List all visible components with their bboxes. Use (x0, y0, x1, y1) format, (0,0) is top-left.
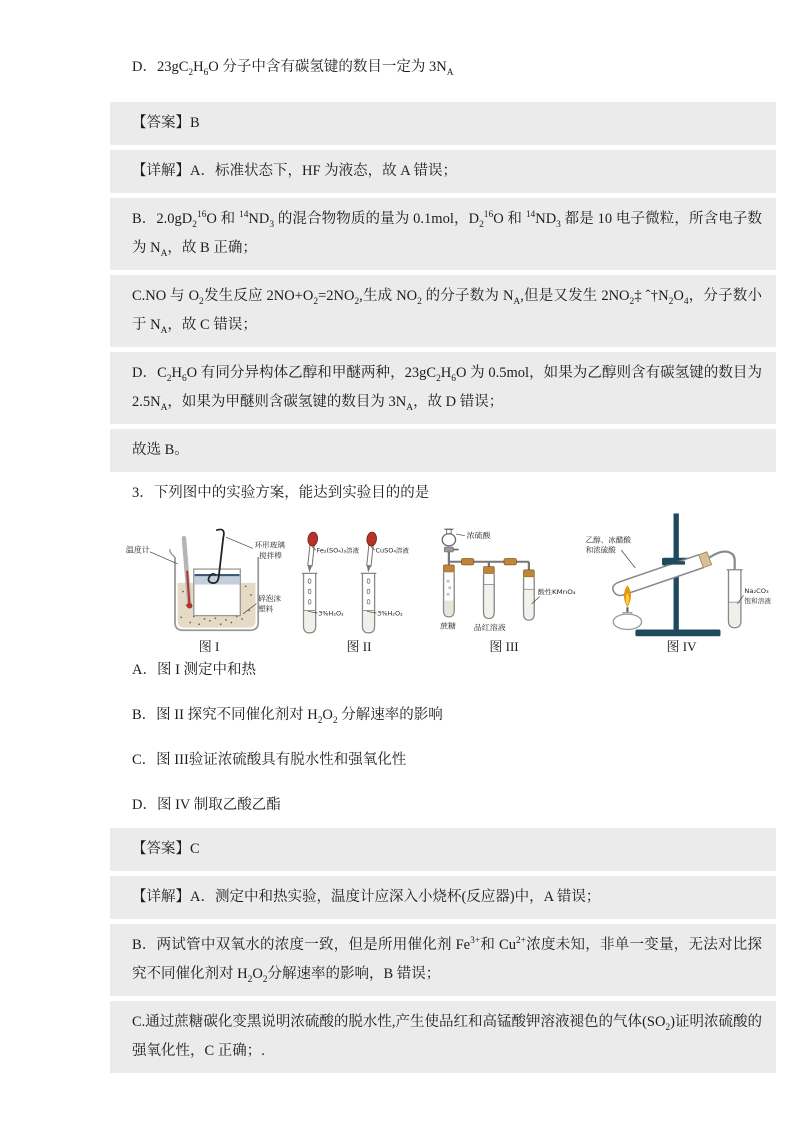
kmno4-label: 酸性KMnO₄ (537, 588, 576, 597)
stopcock (444, 547, 453, 552)
acid-label: 浓硫酸 (466, 531, 491, 541)
question-2-analysis-d: D．$C_2H_6O$ 有同分异构体乙醇和甲醚两种，$23gC_2H_6O$ 为 0.5mol，如果为乙醇则含有碳氢键的数目为 $2.5N_A$，如果为甲醚则含碳氢键的数目为 $3N_A$，故 D 错误； (110, 352, 776, 424)
figure-2-caption: 图 II (346, 639, 372, 654)
question-3-option-d: D．图 IV 制取乙酸乙酯 (132, 797, 281, 813)
ferric-sulfate-label: Fe₂(SO₄)₃溶液 (316, 546, 359, 555)
fuchsin-label: 品红溶液 (473, 623, 506, 632)
figure-1-diagram (124, 526, 294, 638)
question-3-option-a: A．图 I 测定中和热 (132, 662, 257, 678)
figure-2-diagram (294, 526, 424, 638)
question-2-analysis-b: B．$2.0gD_2^{16}O$ 和 $^{14}ND_3$ 的混合物物质的量为 0.1mol，$D_2^{16}O$ 和 $^{14}ND_3$ 都是 10 电子微粒，所含电子数为 $N_A$，故 B 正确； (110, 198, 776, 270)
figure-1 (124, 526, 294, 655)
sucrose-tube (444, 572, 455, 617)
figure-3-diagram (424, 526, 584, 638)
copper-sulfate-label: CuSO₄溶液 (375, 546, 409, 555)
figure-3-labels (440, 531, 576, 632)
mixture-label-line2: 和浓硫酸 (585, 545, 616, 555)
question-2-answer: 【答案】B (110, 102, 776, 145)
right-dropper-bulb (366, 532, 377, 547)
receiver-label-line1: Na₂CO₃ (744, 586, 769, 595)
question-3-analysis-b: B．两试管中双氧水的浓度一致，但是所用催化剂 $Fe^{3+}$和 $Cu^{2+}$浓度未知，非单一变量，无法对比探究不同催化剂对 $H_2O_2$分解速率的影响，B 错误； (110, 924, 776, 996)
dropping-funnel (442, 529, 458, 552)
receiver-label-line2: 饱和溶液 (744, 597, 772, 605)
beaker-spout (170, 549, 175, 557)
figure-2 (294, 526, 424, 655)
stirrer-label-line1: 环形玻璃 (254, 540, 286, 550)
question-2-analysis-a: 【详解】A．标准状态下，HF 为液态，故 A 错误； (110, 150, 776, 193)
sucrose-label: 蔗糖 (440, 621, 457, 631)
right-droplets (367, 579, 370, 604)
figure-4 (584, 510, 779, 655)
question-3-analysis-a: 【详解】A．测定中和热实验，温度计应深入小烧杯(反应器)中，A 错误； (110, 876, 776, 919)
foam-label-line2: 塑料 (258, 604, 274, 614)
left-dropper-bulb (307, 532, 318, 547)
stirrer-pointer-line (226, 537, 253, 548)
thermometer-label: 温度计 (125, 545, 150, 555)
foam-label-line1: 碎泡沫 (258, 594, 282, 603)
stand-base (635, 629, 720, 636)
document-page (110, 0, 776, 1073)
question-2-analysis-c: C.NO 与 $O_2$发生反应 $2NO+O_2=2NO_2$,生成 $NO_2$ 的分子数为 $N_A$,但是又发生 $2NO_2\ddagger$ $ˆ\dagger N_2O_4$，分子数小于 $N_A$，故 C 错误； (110, 275, 776, 347)
question-3-figures (110, 510, 776, 655)
clamp-jaw (669, 561, 685, 564)
question-3-option-b: B．图 II 探究不同催化剂对 $H_2O_2$ 分解速率的影响 (132, 707, 443, 726)
question-2-conclusion: 故选 B。 (110, 429, 776, 472)
fuchsin-tube (484, 574, 495, 619)
figure-1-caption: 图 I (198, 639, 220, 654)
left-droplets (308, 579, 311, 604)
question-3-analysis-c: C.通过蔗糖碳化变黑说明浓硫酸的脱水性,产生使品红和高锰酸钾溶液褪色的气体$(SO_2)$证明浓硫酸的强氧化性，C 正确；. (110, 1001, 776, 1073)
question-3-answer: 【答案】C (110, 828, 776, 871)
figure-3-caption: 图 III (489, 639, 519, 654)
receiver-tube (727, 570, 743, 628)
left-peroxide-label: 3%H₂O₂ (318, 609, 344, 618)
right-peroxide-label: 3%H₂O₂ (377, 609, 403, 618)
right-test-tube (361, 573, 377, 632)
thermometer-pointer-line (150, 552, 178, 564)
kmno4-tube (524, 577, 535, 620)
figure-4-diagram (584, 510, 779, 638)
mixture-label-line1: 乙醇、冰醋酸 (585, 535, 631, 545)
figure-3 (424, 526, 584, 655)
figure-4-caption: 图 IV (666, 639, 697, 654)
stirrer-label-line2: 搅拌棒 (259, 551, 282, 560)
lamp-body (613, 614, 641, 629)
question-3-stem: 3．下列图中的实验方案，能达到实验目的的是 (132, 485, 430, 501)
left-test-tube (302, 573, 318, 632)
question-3-option-c: C．图 III验证浓硫酸具有脱水性和强氧化性 (132, 752, 407, 768)
inner-cup (194, 569, 241, 616)
figure-2-labels (308, 546, 410, 618)
question-2-option-d: D．$23gC_2H_6O$ 分子中含有碳氢键的数目一定为 $3N_A$ (132, 59, 454, 78)
